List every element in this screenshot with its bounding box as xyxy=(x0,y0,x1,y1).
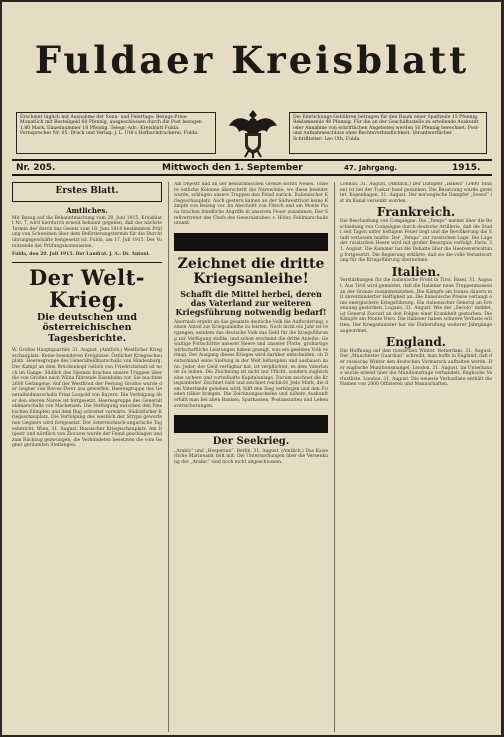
black-rule xyxy=(174,233,328,251)
france-heading: Frankreich. xyxy=(376,205,456,220)
italy-heading: Italien. xyxy=(391,264,441,279)
column-1 xyxy=(12,182,162,732)
first-sheet-box: Erstes Blatt. xyxy=(12,182,162,202)
england-text: Die Hoffnung auf den russischen Winter. Rotterdam, 31. August. Der „Manchester Guardian“ schreibt, man hoffe in England, daß der russische Winter den deutschen Vormarsch aufhalten werde. Der englische Munitionsmangel. London, 31. August. Im Unterhause wurde erneut über die Munitionsfrage verhandelt. Englische Verlustliste. London, 31. August. Die neueste Verlustliste enthält die Namen von 2000 Offizieren und Mannschaften. xyxy=(340,348,492,388)
england-heading: England. xyxy=(386,335,446,350)
column-divider-2 xyxy=(334,182,335,732)
naval-war-heading: Der Seekrieg. xyxy=(212,436,290,448)
war-report-text: W. Großes Hauptquartier, 31. August. (Amtlich.) Westlicher Kriegsschauplatz. Keine besonderen Ereignisse. Östlicher Kriegsschauplatz. Heeresgruppe des Generalfeldmarschalls von Hindenburg. Der Kampf an dem Brückenkopf östlich von Friedrichstadt ist noch im Gange. Südlich des Njemen brachen unsere Truppen über die von Grodno nach Wilna führende Eisenbahn vor. Sie machten 2600 Gefangene. Auf der Westfront der Festung Grodno wurde der Gegner von Borow-Dwor aus geworfen. Heeresgruppe des Generalfeldmarschalls Prinz Leopold von Bayern. Die Verfolgung über den oberen Narew ist fortgesetzt. Heeresgruppe des Generalfeldmarschalls von Mackensen. Die Verfolgung zwischen den Pinskschen Sümpfen und dem Bug schreitet vorwärts. Südöstlicher Kriegsschauplatz. Die Verfolgung des westlich der Strypa geworfenen Gegners wird fortgesetzt. Der österreichisch-ungarische Tagesbericht. Wien, 31. August. Russischer Kriegsschauplatz. Am Dnjestr und nördlich von Zloczow wurde der Feind geschlagen und zum Rückzug gezwungen; die Verbündeten besetzten die vom Gegner geräumten Stellungen. xyxy=(12,348,162,449)
column-3-intro: London, 31. August. (Amtlich.) Der Dampfer „Bakels“ (3400 Tonnen) ist bei der Tuskar-Insel gesunken. Die Besatzung wurde gerettet. Kopenhagen, 31. August. Der norwegische Dampfer „Svend“ ist im Kanal versenkt worden. xyxy=(340,182,492,204)
official-heading: Amtliches. xyxy=(66,206,108,215)
issue-number: Nr. 205. xyxy=(16,163,56,173)
official-signature: Fulda, den 20. Juli 1915. Der Landrat. J. A.: Dr. Antoni. xyxy=(12,252,150,258)
advertising-info: Die Einrückungs-Gebühren betragen für den Raum einer Spaltzeile 15 Pfennig. Reklamezeile 40 Pfennig. Für die an der Geschäftsstelle zu erteilende Auskunft oder Annahme von schriftlichen Angeboten werden 10 Pfennig berechnet. Post- und Aufnahmeschluss ohne Rechtsverbindlichkeit. Verantwortlicher Schriftleiter: Leo Uth, Fulda. xyxy=(289,112,487,154)
subscription-info: Erscheint täglich mit Ausnahme der Sonn- und Feiertage. Bezugs-Preis: Monatlich mit Bestellgeld 60 Pfennig, ausgeschlossen durch die Post bezogen 1,80 Mark. Einzelnummer 10 Pfennig. Telegr.-Adr.: Kreisblatt Fulda. Fernsprecher Nr. 65. Druck und Verlag: J. L. Uth's Hofbuchdruckerei, Fulda. xyxy=(16,112,216,154)
newspaper-page xyxy=(2,2,501,735)
italy-text: Verstärkungen für die italienische Front in Tirol. Basel, 31. August. Aus Tirol wird gemeldet, daß die Italiener neue Truppenmassen an der Grenze zusammenziehen. Die Kämpfe am Isonzo dauern mit unverminderter Heftigkeit an. Die italienische Presse verlangt eine energischere Kriegsführung. Ein italienischer General an Ernennung gestorben. Lugano, 31. August. Wie der „Secolo“ meldet, ist General Zuccari an den Folgen einer Krankheit gestorben. Die Kämpfe am Monte Nero. Die Italiener haben schwere Verluste erlitten. Der Kriegsminister hat die Einberufung weiterer Jahrgänge angeordnet. xyxy=(340,278,492,334)
war-loan-subheading: Schafft die Mittel herbei, deren das Vaterland zur weiteren Kriegsführung notwendig bedarf! xyxy=(175,288,327,317)
masthead-title: Fuldaer Kreisblatt xyxy=(34,38,470,82)
black-rule-2 xyxy=(174,415,328,433)
official-text: Mit Bezug auf die Bekanntmachung vom 28. Juni 1915, Kreisblatt Nr. 7, wird hierdurch erneut bekannt gegeben, daß der nächste Termin der durch das Gesetz vom 18. Juni 1914 bestimmten Prüfung von Schweinen über dem Beförderungstermin für die Durchführungsgeschäfte festgesetzt ist. Fulda, am 17. Juli 1915. Der Vorsitzende der Prüfungskommission. xyxy=(12,215,162,249)
issue-year: 1915. xyxy=(452,163,481,173)
issue-date: Mittwoch den 1. September xyxy=(162,163,303,173)
war-loan-text: Abermals ergeht an das gesamte deutsche Volk die Aufforderung, seinen Anteil zur Kriegsanleihe zu leisten. Noch nicht ein Jahr ist vergangen, seitdem das deutsche Volk das Geld für die Kriegsführung zur Verfügung stellte, und schon erscheint die dritte Anleihe. Gewaltige Fortschritte unserer Heere und unserer Flotte, großartige wirtschaftliche Leistungen haben gezeigt, was ein geeintes Volk vermag. Der Ausgang dieses Krieges wird darüber entscheiden, ob Deutschland seine Stellung in der Welt behaupten und ausbauen kann. Jeder, der Geld verfügbar hat, ist verpflichtet, es dem Vaterlande zu leihen. Die Zeichnung ist nicht nur Pflicht, sondern zugleich eine sichere und vorteilhafte Kapitalanlage. Darum zeichnet die Kriegsanleihe! Zeichnet bald und zeichnet reichlich! Jede Mark, die dem Vaterlande geliehen wird, hilft den Sieg verbürgen und den Frieden näher bringen. Die Zeichnungsscheine und nähere Auskunft erhält man bei allen Banken, Sparkassen, Postanstalten und Lebensversicherungen. xyxy=(174,319,328,409)
column-3 xyxy=(340,182,492,732)
war-loan-heading: Zeichnet die dritte Kriegsanleihe! xyxy=(177,255,325,287)
naval-war-text: „Arabic“ und „Hesperian“. Berlin, 31. August. (Amtlich.) Das Kaiserliche Marineamt teilt mit: Die Untersuchungen über die Versenkung der „Arabic“ sind noch nicht abgeschlossen. xyxy=(174,448,328,466)
volume: 47. Jahrgang. xyxy=(344,164,397,172)
column-2-intro: Am Dnjestr und an der bessarabischen Grenze nichts Neues. Unsere östliche Kolonne überschritt die Narewlinie; wo diese beendet wurde, schlugen unsere Truppen den Feind zurück. Italienischer Kriegsschauplatz. Auch gestern kamen an der Südwestfront keine Kämpfe von Belang vor. Im Abschnitt von Flitsch und am Monte Piana brachen feindliche Angriffe in unserem Feuer zusammen. Der Stellvertreter des Chefs des Generalstabes: v. Höfer, Feldmarschalleutnant. xyxy=(174,182,328,227)
eagle-crest-icon xyxy=(226,106,280,160)
column-2 xyxy=(174,182,328,732)
world-war-heading: Der Welt-Krieg. xyxy=(28,264,146,312)
france-text: Die Beschießung von Compiègne. Die „Temps“ meldet über die Beschießung von Compiègne durch deutsche Artillerie, daß die Stadt seit Tagen unter heftigem Feuer liegt und die Bevölkerung die Stadt verlassen mußte. Der „Temps“ zur russischen Lage. Die Lage der russischen Heere wird mit großer Besorgnis verfolgt. Paris, 31. August. Die Kammer hat die Debatte über die Heeresverwaltung fortgesetzt. Die Regierung erklärte, daß sie die volle Verantwortung für die Kriegsführung übernehme. xyxy=(340,218,492,264)
world-war-subheading: Die deutschen und österreichischen Tagesberichte. xyxy=(37,311,137,344)
issue-dateline xyxy=(12,159,492,176)
column-divider xyxy=(168,182,169,732)
